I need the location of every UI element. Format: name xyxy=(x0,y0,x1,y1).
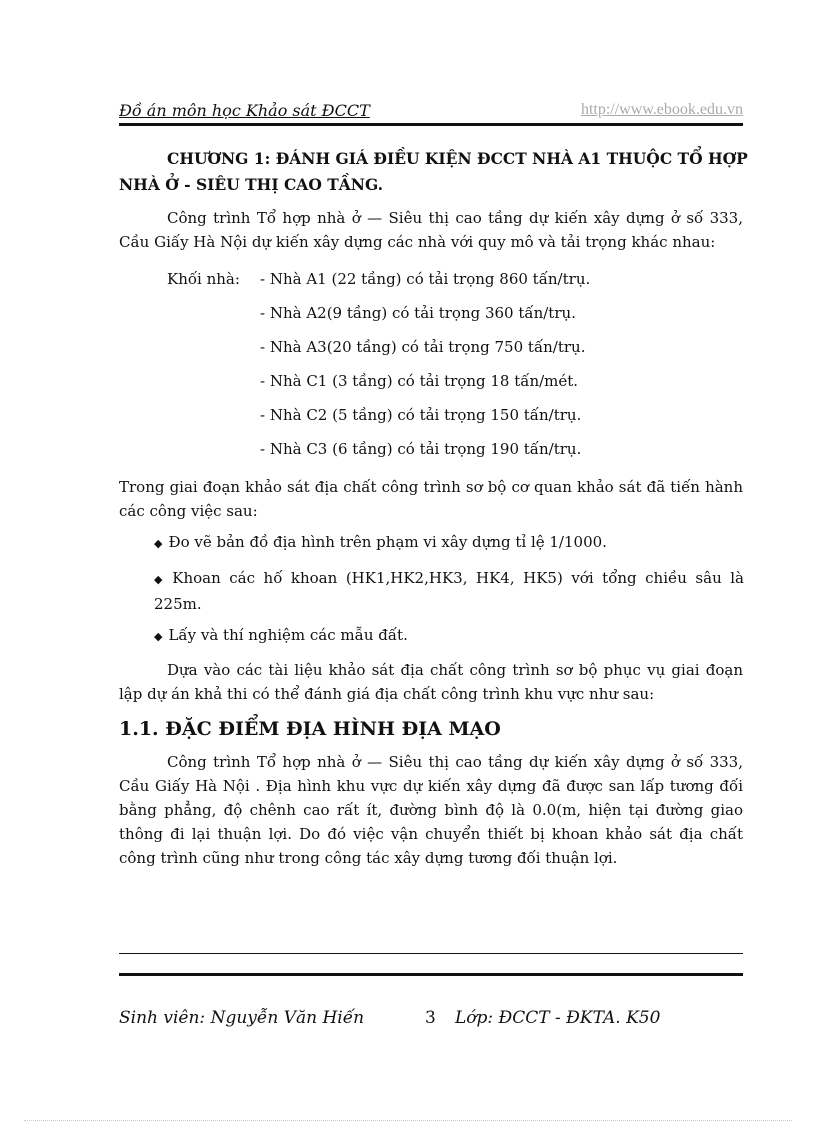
work-item-text: Lấy và thí nghiệm các mẫu đất. xyxy=(168,626,408,644)
intro-paragraph: Công trình Tổ hợp nhà ở — Siêu thị cao tầng dự kiến xây dựng ở số 333, Cầu Giấy Hà Nội dự kiến xây dựng các nhà với quy mô và tải trọng khác nhau: xyxy=(119,209,743,251)
chapter-title: CHƯƠNG 1: ĐÁNH GIÁ ĐIỀU KIỆN ĐCCT NHÀ A1 THUỘC TỔ HỢP NHÀ Ở - SIÊU THỊ CAO TẦNG. xyxy=(119,149,748,194)
page-bottom-border xyxy=(24,1120,792,1121)
work-item xyxy=(154,566,744,616)
header-course-title: Đồ án môn học Khảo sát ĐCCT xyxy=(119,101,370,120)
footer-class: Lớp: ĐCCT - ĐKTA. K50 xyxy=(455,1008,661,1028)
survey-intro-paragraph: Trong giai đoạn khảo sát địa chất công trình sơ bộ cơ quan khảo sát đã tiến hành các công việc sau: xyxy=(119,478,743,520)
list-item: - Nhà A1 (22 tầng) có tải trọng 860 tấn/trụ. xyxy=(260,270,591,288)
list-item: - Nhà A3(20 tầng) có tải trọng 750 tấn/trụ. xyxy=(260,338,586,356)
section-title: 1.1. ĐẶC ĐIỂM ĐỊA HÌNH ĐỊA MẠO xyxy=(119,718,501,740)
diamond-bullet-icon: ◆ xyxy=(154,573,167,586)
blocks-label: Khối nhà: xyxy=(167,270,240,288)
work-item xyxy=(154,530,744,556)
page-header xyxy=(119,101,743,126)
based-on-paragraph: Dựa vào các tài liệu khảo sát địa chất công trình sơ bộ phục vụ giai đoạn lập dự án khả thi có thể đánh giá địa chất công trình khu vực như sau: xyxy=(119,661,743,703)
footer-student: Sinh viên: Nguyễn Văn Hiến xyxy=(119,1008,365,1028)
section-body: Công trình Tổ hợp nhà ở — Siêu thị cao tầng dự kiến xây dựng ở số 333, Cầu Giấy Hà Nội . Địa hình khu vực dự kiến xây dựng đã được san lấp tương đối bằng phẳng, độ chênh cao rất ít, đường bình độ là 0.0(m, hiện tại đường giao thông đi lại thuận lợi. Do đó việc vận chuyển thiết bị khoan khảo sát địa chất công trình cũng như trong công tác xây dựng tương đối thuận lợi. xyxy=(119,753,743,867)
footer-divider-thick xyxy=(119,973,743,976)
work-item-text: Khoan các hố khoan (HK1,HK2,HK3, HK4, HK5) với tổng chiều sâu là 225m. xyxy=(154,569,745,613)
list-item: - Nhà C1 (3 tầng) có tải trọng 18 tấn/mét. xyxy=(260,372,579,390)
list-item: - Nhà C2 (5 tầng) có tải trọng 150 tấn/trụ. xyxy=(260,406,582,424)
header-website-link[interactable]: http://www.ebook.edu.vn xyxy=(580,101,743,118)
list-item: - Nhà A2(9 tầng) có tải trọng 360 tấn/trụ. xyxy=(260,304,576,322)
list-item: - Nhà C3 (6 tầng) có tải trọng 190 tấn/trụ. xyxy=(260,440,582,458)
blocks-list xyxy=(260,270,590,474)
work-item xyxy=(154,623,744,649)
footer-divider xyxy=(119,953,743,954)
page-number: 3 xyxy=(425,1008,436,1028)
diamond-bullet-icon: ◆ xyxy=(154,630,163,643)
diamond-bullet-icon: ◆ xyxy=(154,537,163,550)
work-item-text: Đo vẽ bản đồ địa hình trên phạm vi xây dựng tỉ lệ 1/1000. xyxy=(168,533,607,551)
